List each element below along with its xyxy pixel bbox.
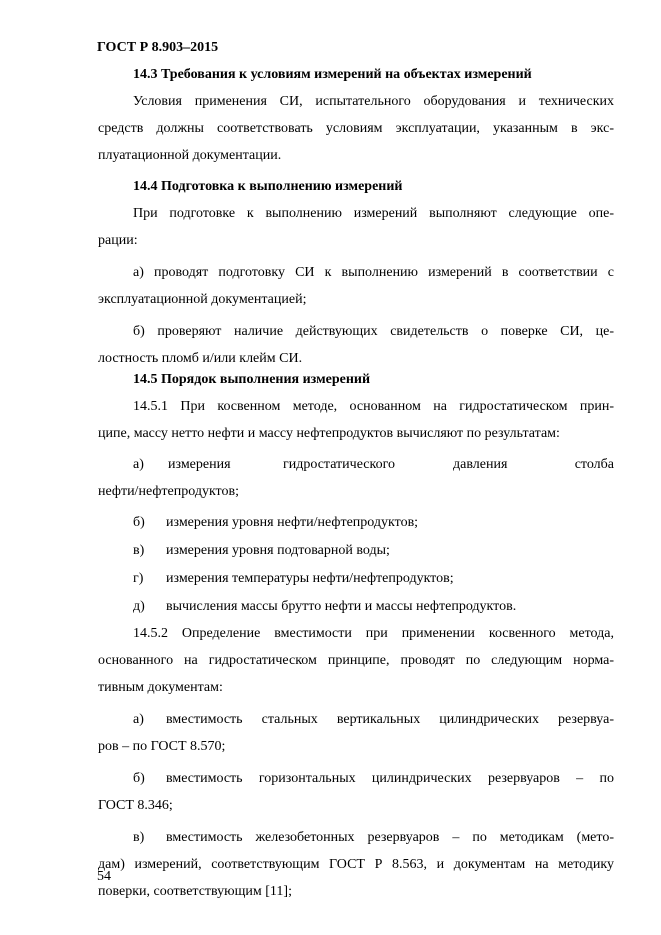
text-line: тивным документам:: [98, 680, 223, 695]
text-line: ГОСТ 8.346;: [98, 798, 173, 813]
list-item: [98, 706, 614, 733]
list-word: измерения: [168, 457, 231, 472]
list-text: вместимость железобетонных резервуаров – по методикам (мето-: [166, 830, 614, 845]
list-word: гидростатического: [283, 457, 395, 472]
document-header: ГОСТ Р 8.903–2015: [97, 40, 219, 55]
text-line: рации:: [98, 233, 138, 248]
text-line: лостность пломб и/или клейм СИ.: [98, 351, 303, 366]
section-14-5: [98, 366, 614, 905]
list-item: б) проверяют наличие действующих свидетельств о поверке СИ, це-: [133, 324, 614, 339]
list-text: вместимость горизонтальных цилиндрических резервуаров – по: [166, 771, 614, 786]
text-line: При подготовке к выполнению измерений выполняют следующие опе-: [133, 206, 614, 221]
list-text: измерения уровня подтоварной воды;: [166, 543, 390, 558]
list-marker: а): [133, 712, 144, 727]
list-marker: в): [133, 543, 145, 558]
page-number: 54: [97, 869, 111, 884]
text-line: поверки, соответствующим [11];: [98, 884, 292, 899]
text-line: ципе, массу нетто нефти и массу нефтепродуктов вычисляют по результатам:: [98, 426, 560, 441]
section-14-4: [98, 173, 614, 372]
text-line: нефти/нефтепродуктов;: [98, 484, 239, 499]
list-marker: д): [133, 599, 145, 614]
list-item: [98, 593, 614, 620]
list-item: [98, 537, 614, 564]
text-line: Условия применения СИ, испытательного оборудования и технических: [133, 94, 614, 109]
list-marker: в): [133, 830, 145, 845]
text-line: средств должны соответствовать условиям эксплуатации, указанным в экс-: [98, 121, 614, 136]
list-marker: б): [133, 771, 145, 786]
text-line: дам) измерений, соответствующим ГОСТ Р 8.563, и документам на методику: [98, 857, 614, 872]
list-text: измерения уровня нефти/нефтепродуктов;: [166, 515, 419, 530]
list-item: а) проводят подготовку СИ к выполнению измерений в соответствии с: [133, 265, 614, 280]
section-14-3: [98, 61, 614, 169]
text-line: ров – по ГОСТ 8.570;: [98, 739, 226, 754]
list-marker: г): [133, 571, 144, 586]
list-text: вместимость стальных вертикальных цилиндрических резервуа-: [166, 712, 614, 727]
list-word: столба: [574, 457, 614, 472]
list-item: [98, 824, 614, 851]
section-heading: 14.5 Порядок выполнения измерений: [133, 372, 371, 387]
section-heading: 14.3 Требования к условиям измерений на объектах измерений: [133, 67, 532, 82]
list-item: [98, 765, 614, 792]
list-text: вычисления массы брутто нефти и массы нефтепродуктов.: [166, 599, 517, 614]
text-line: основанного на гидростатическом принципе, проводят по следующим норма-: [98, 653, 614, 668]
list-item: [98, 509, 614, 536]
list-item: [98, 565, 614, 592]
text-line: эксплуатационной документацией;: [98, 292, 307, 307]
text-line: плуатационной документации.: [98, 148, 282, 163]
list-word: давления: [453, 457, 508, 472]
list-text: измерения температуры нефти/нефтепродуктов;: [166, 571, 454, 586]
section-heading: 14.4 Подготовка к выполнению измерений: [133, 179, 403, 194]
list-item: [98, 451, 614, 478]
text-line: 14.5.1 При косвенном методе, основанном на гидростатическом прин-: [133, 399, 614, 414]
list-marker: а): [133, 457, 144, 472]
list-marker: б): [133, 515, 145, 530]
text-line: 14.5.2 Определение вместимости при применении косвенного метода,: [133, 626, 614, 641]
